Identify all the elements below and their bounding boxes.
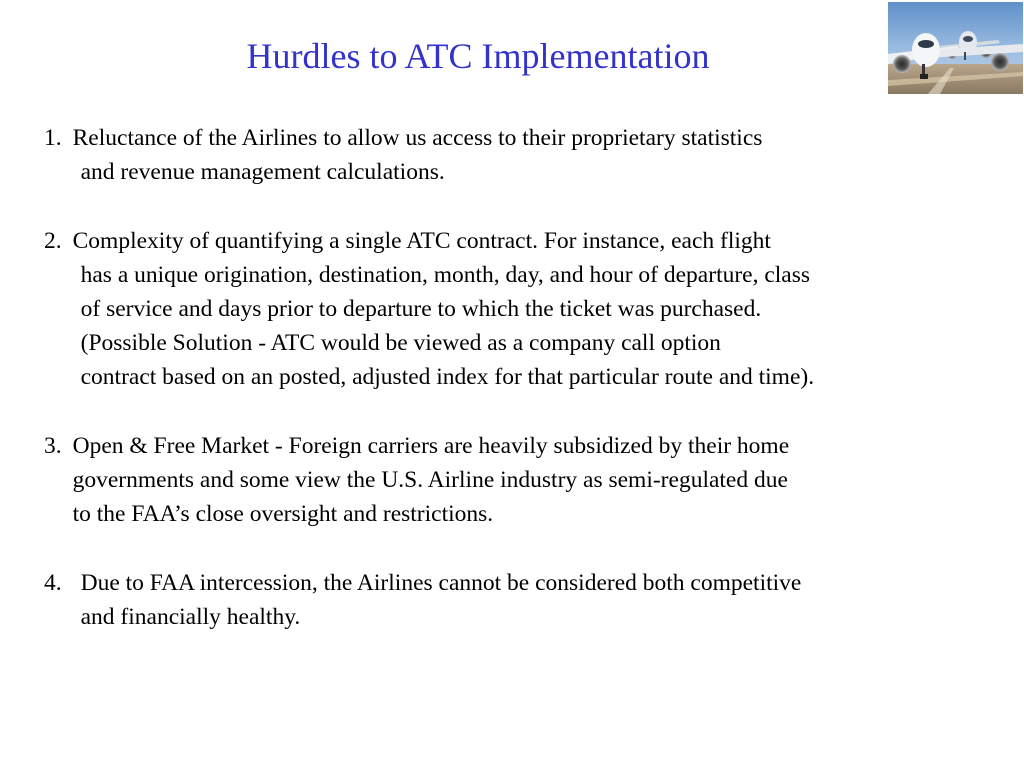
- slide-title: Hurdles to ATC Implementation: [246, 36, 710, 76]
- item-line: Due to FAA intercession, the Airlines cannot be considered both competitive: [80, 569, 802, 596]
- list-item: [44, 121, 1004, 189]
- item-line: Complexity of quantifying a single ATC contract. For instance, each flight: [72, 227, 771, 254]
- item-line: has a unique origination, destination, month, day, and hour of departure, class: [80, 261, 811, 288]
- item-line: contract based on an posted, adjusted index for that particular route and time).: [80, 364, 815, 391]
- item-number: 4.: [44, 569, 62, 596]
- item-line: Open & Free Market - Foreign carriers are heavily subsidized by their home: [72, 432, 790, 459]
- item-line: to the FAA’s close oversight and restrictions.: [72, 501, 494, 528]
- list-item: [44, 429, 1004, 532]
- item-number: 2.: [44, 227, 62, 254]
- hurdles-list: [44, 121, 1004, 668]
- item-line: of service and days prior to departure to which the ticket was purchased.: [80, 296, 762, 322]
- list-item: [44, 566, 1004, 634]
- item-number: 3.: [44, 432, 62, 459]
- airplanes-on-runway-photo: [888, 2, 1023, 94]
- airplanes-photo: [888, 2, 1023, 94]
- item-number: 1.: [44, 125, 62, 151]
- item-line: and revenue management calculations.: [80, 159, 445, 186]
- item-line: and financially healthy.: [80, 603, 301, 630]
- list-item: [44, 224, 1004, 395]
- item-line: governments and some view the U.S. Airline industry as semi-regulated due: [72, 467, 788, 493]
- item-line: (Possible Solution - ATC would be viewed as a company call option: [80, 330, 721, 357]
- item-line: Reluctance of the Airlines to allow us access to their proprietary statistics: [72, 125, 763, 151]
